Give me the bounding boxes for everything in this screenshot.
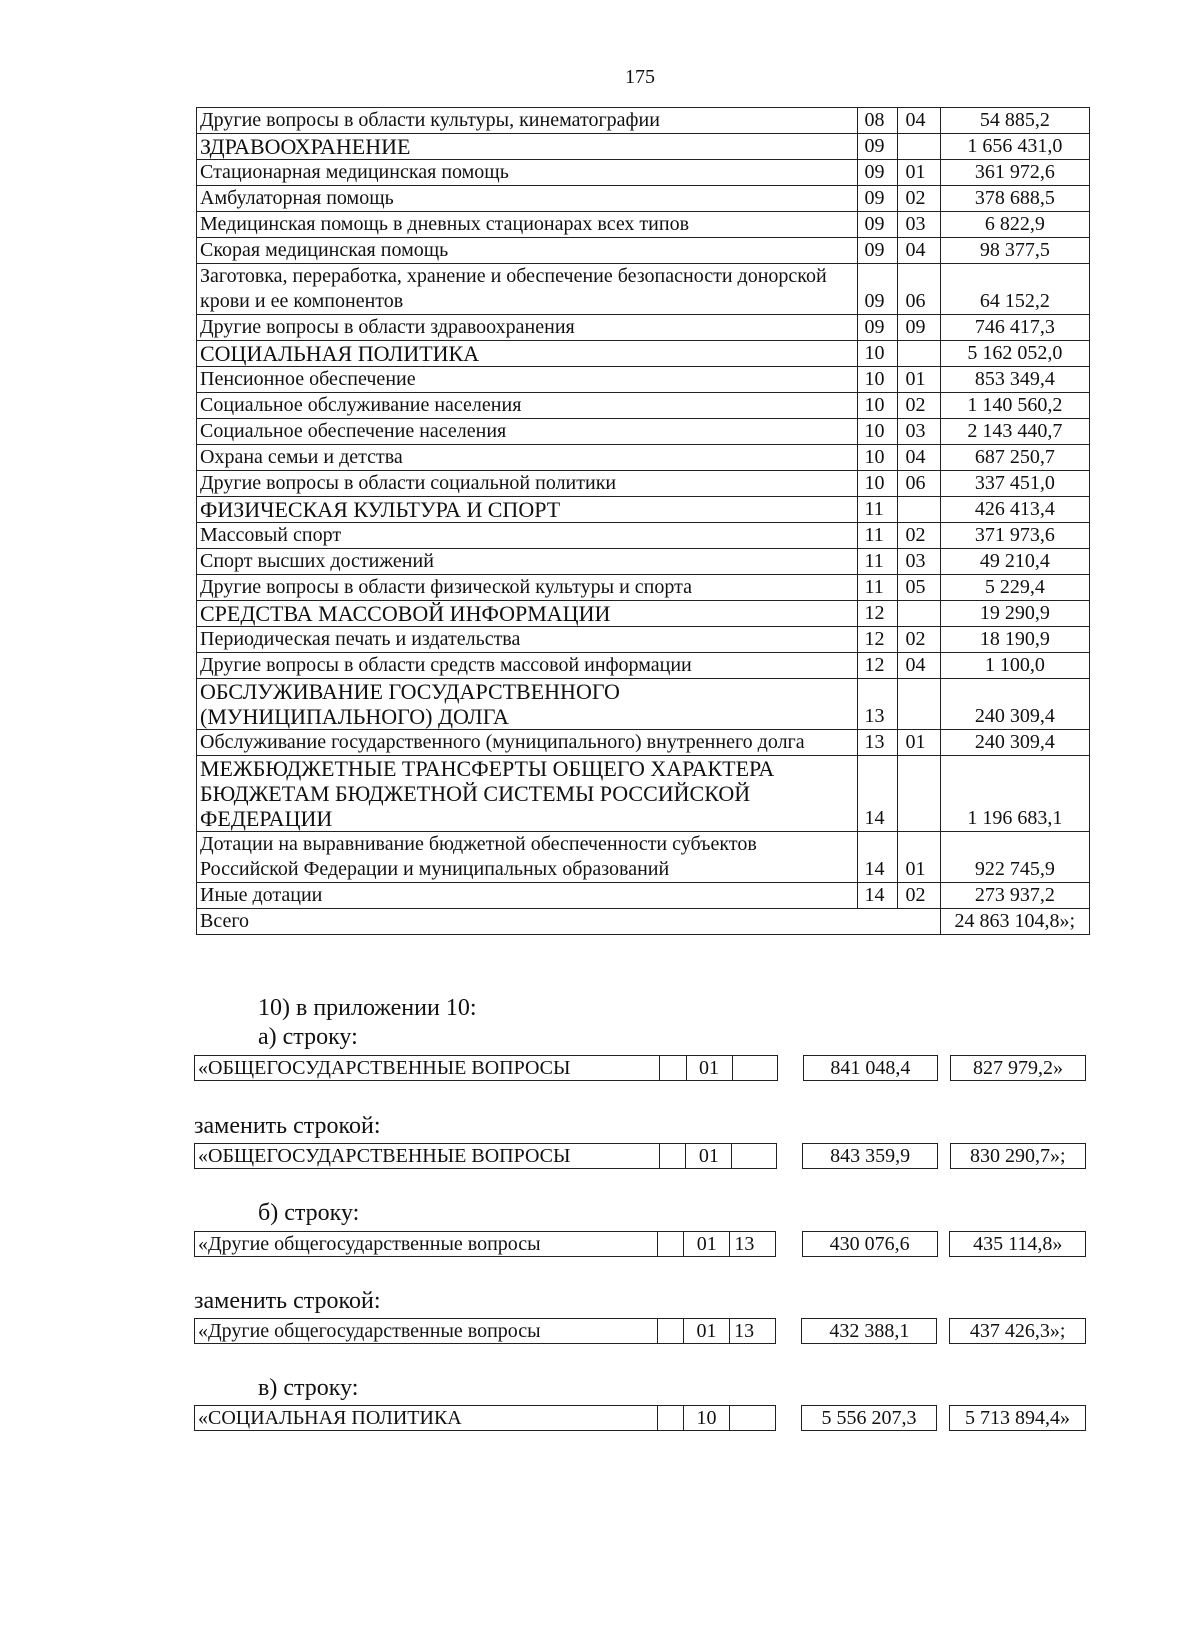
row-section-code: 14 xyxy=(858,883,897,909)
row-name: ОБСЛУЖИВАНИЕ ГОСУДАРСТВЕННОГО (МУНИЦИПАЛЬНОГО) ДОЛГА xyxy=(197,679,858,730)
row-amount: 361 972,6 xyxy=(940,160,1089,186)
row-name: Спорт высших достижений xyxy=(197,549,858,575)
row-amount: 6 822,9 xyxy=(940,212,1089,238)
row-name: Другие вопросы в области социальной политики xyxy=(197,471,858,497)
row-amount: 922 745,9 xyxy=(940,832,1089,883)
cell-gap xyxy=(776,1319,802,1344)
row-section-code: 10 xyxy=(858,445,897,471)
table-row xyxy=(197,832,1090,883)
row-section-code: 09 xyxy=(858,186,897,212)
row-section-code: 11 xyxy=(858,497,897,523)
row-amount: 378 688,5 xyxy=(940,186,1089,212)
row-subsection-code: 06 xyxy=(897,471,940,497)
replacement-row-table xyxy=(194,1231,1086,1257)
table-row xyxy=(195,1144,1086,1169)
row-subsection-code xyxy=(732,1056,777,1081)
row-amount: 18 190,9 xyxy=(940,627,1089,653)
row-section-code: 12 xyxy=(858,601,897,627)
row-name: Стационарная медицинская помощь xyxy=(197,160,858,186)
cell-gap xyxy=(777,1056,803,1081)
row-subsection-code xyxy=(897,341,940,367)
row-name: Социальное обслуживание населения xyxy=(197,393,858,419)
row-name: Социальное обеспечение населения xyxy=(197,419,858,445)
row-amount: 49 210,4 xyxy=(940,549,1089,575)
row-amount: 371 973,6 xyxy=(940,523,1089,549)
row-section-code: 14 xyxy=(858,832,897,883)
row-amount: 426 413,4 xyxy=(940,497,1089,523)
total-row xyxy=(197,909,1090,935)
table-row xyxy=(195,1056,1086,1081)
row-section-code: 09 xyxy=(858,134,897,160)
table-row xyxy=(197,212,1090,238)
row-name: Массовый спорт xyxy=(197,523,858,549)
row-subsection-code: 01 xyxy=(897,160,940,186)
row-subsection-code: 02 xyxy=(897,627,940,653)
row-subsection-code xyxy=(897,601,940,627)
item-label: заменить строкой: xyxy=(194,1113,381,1139)
row-subsection-code: 06 xyxy=(897,264,940,315)
row-name: МЕЖБЮДЖЕТНЫЕ ТРАНСФЕРТЫ ОБЩЕГО ХАРАКТЕРА БЮДЖЕТАМ БЮДЖЕТНОЙ СИСТЕМЫ РОССИЙСКОЙ ФЕДЕРАЦИИ xyxy=(197,756,858,832)
row-name: Другие вопросы в области культуры, кинематографии xyxy=(197,108,858,134)
table-row xyxy=(197,393,1090,419)
row-amount: 5 162 052,0 xyxy=(940,341,1089,367)
row-section-code: 10 xyxy=(858,341,897,367)
row-name: Иные дотации xyxy=(197,883,858,909)
item-label: в) строку: xyxy=(258,1375,359,1401)
cell-gap xyxy=(937,1406,950,1431)
table-row xyxy=(197,575,1090,601)
row-section-code: 11 xyxy=(858,549,897,575)
row-subsection-code xyxy=(897,679,940,730)
row-name: Другие вопросы в области здравоохранения xyxy=(197,315,858,341)
table-row xyxy=(197,497,1090,523)
row-amount: 240 309,4 xyxy=(940,679,1089,730)
row-section-code: 13 xyxy=(858,679,897,730)
total-label: Всего xyxy=(197,909,941,935)
table-row xyxy=(197,160,1090,186)
row-section-code: 09 xyxy=(858,315,897,341)
replacement-row-table xyxy=(194,1055,1086,1081)
table-row xyxy=(197,445,1090,471)
row-name: Другие вопросы в области средств массовой информации xyxy=(197,653,858,679)
table-row xyxy=(197,341,1090,367)
row-name: Заготовка, переработка, хранение и обеспечение безопасности донорской крови и ее компонентов xyxy=(197,264,858,315)
table-row xyxy=(197,549,1090,575)
cell-gap xyxy=(938,1056,951,1081)
row-section-code: 01 xyxy=(686,1056,732,1081)
table-row xyxy=(197,679,1090,730)
row-value-1: 841 048,4 xyxy=(803,1056,938,1081)
row-name: СОЦИАЛЬНАЯ ПОЛИТИКА xyxy=(197,341,858,367)
cell-gap xyxy=(776,1232,802,1257)
cell-gap xyxy=(657,1319,683,1344)
row-name: ФИЗИЧЕСКАЯ КУЛЬТУРА И СПОРТ xyxy=(197,497,858,523)
row-amount: 1 656 431,0 xyxy=(940,134,1089,160)
cell-gap xyxy=(657,1406,683,1431)
table-row xyxy=(197,601,1090,627)
row-value-2: 830 290,7»; xyxy=(950,1144,1085,1169)
row-section-code: 08 xyxy=(858,108,897,134)
row-subsection-code: 03 xyxy=(897,549,940,575)
row-subsection-code: 02 xyxy=(897,186,940,212)
row-subsection-code: 02 xyxy=(897,393,940,419)
row-value-1: 432 388,1 xyxy=(802,1319,937,1344)
row-section-code: 10 xyxy=(858,367,897,393)
row-section-code: 12 xyxy=(858,653,897,679)
row-subsection-code: 09 xyxy=(897,315,940,341)
cell-gap xyxy=(658,1232,684,1257)
appendix-heading: 10) в приложении 10: xyxy=(258,995,477,1021)
table-row xyxy=(197,134,1090,160)
row-amount: 64 152,2 xyxy=(940,264,1089,315)
cell-gap xyxy=(937,1144,950,1169)
replacement-row-table xyxy=(194,1405,1086,1431)
row-section-code: 14 xyxy=(858,756,897,832)
row-section-code: 09 xyxy=(858,212,897,238)
row-name: ЗДРАВООХРАНЕНИЕ xyxy=(197,134,858,160)
row-amount: 98 377,5 xyxy=(940,238,1089,264)
item-label: б) строку: xyxy=(258,1200,360,1226)
row-name: Дотации на выравнивание бюджетной обеспеченности субъектов Российской Федерации и муниципальных образований xyxy=(197,832,858,883)
row-amount: 1 100,0 xyxy=(940,653,1089,679)
table-row xyxy=(197,471,1090,497)
row-subsection-code: 01 xyxy=(897,730,940,756)
table-row xyxy=(195,1232,1086,1257)
row-name: Медицинская помощь в дневных стационарах всех типов xyxy=(197,212,858,238)
row-amount: 240 309,4 xyxy=(940,730,1089,756)
table-row xyxy=(197,108,1090,134)
row-section-code: 11 xyxy=(858,523,897,549)
cell-gap xyxy=(775,1406,801,1431)
row-name: Пенсионное обеспечение xyxy=(197,367,858,393)
table-row xyxy=(197,315,1090,341)
row-section-code: 01 xyxy=(684,1232,730,1257)
row-name: СРЕДСТВА МАССОВОЙ ИНФОРМАЦИИ xyxy=(197,601,858,627)
row-amount: 1 140 560,2 xyxy=(940,393,1089,419)
row-amount: 273 937,2 xyxy=(940,883,1089,909)
row-amount: 687 250,7 xyxy=(940,445,1089,471)
row-amount: 54 885,2 xyxy=(940,108,1089,134)
row-subsection-code: 05 xyxy=(897,575,940,601)
row-section-code: 13 xyxy=(858,730,897,756)
row-section-code: 01 xyxy=(686,1144,732,1169)
row-value-2: 5 713 894,4» xyxy=(950,1406,1086,1431)
row-section-code: 10 xyxy=(858,419,897,445)
budget-table xyxy=(196,107,1090,935)
row-subsection-code xyxy=(897,756,940,832)
table-row xyxy=(195,1319,1086,1344)
row-subsection-code: 02 xyxy=(897,523,940,549)
row-subsection-code xyxy=(897,134,940,160)
row-subsection-code xyxy=(732,1144,777,1169)
row-amount: 853 349,4 xyxy=(940,367,1089,393)
table-row xyxy=(195,1406,1086,1431)
row-amount: 337 451,0 xyxy=(940,471,1089,497)
row-name: «Другие общегосударственные вопросы xyxy=(195,1232,658,1257)
row-name: «СОЦИАЛЬНАЯ ПОЛИТИКА xyxy=(195,1406,658,1431)
cell-gap xyxy=(937,1232,950,1257)
row-name: «ОБЩЕГОСУДАРСТВЕННЫЕ ВОПРОСЫ xyxy=(195,1144,660,1169)
row-section-code: 10 xyxy=(683,1406,729,1431)
row-subsection-code: 13 xyxy=(730,1232,776,1257)
row-value-2: 827 979,2» xyxy=(950,1056,1085,1081)
page-number: 175 xyxy=(625,66,655,88)
row-section-code: 12 xyxy=(858,627,897,653)
cell-gap xyxy=(660,1144,686,1169)
row-name: Обслуживание государственного (муниципального) внутреннего долга xyxy=(197,730,858,756)
table-row xyxy=(197,367,1090,393)
row-name: Периодическая печать и издательства xyxy=(197,627,858,653)
cell-gap xyxy=(660,1056,686,1081)
row-subsection-code: 01 xyxy=(897,367,940,393)
row-name: «ОБЩЕГОСУДАРСТВЕННЫЕ ВОПРОСЫ xyxy=(195,1056,660,1081)
row-section-code: 10 xyxy=(858,393,897,419)
cell-gap xyxy=(777,1144,803,1169)
replacement-row-table xyxy=(194,1143,1086,1169)
row-subsection-code: 04 xyxy=(897,108,940,134)
row-subsection-code xyxy=(730,1406,775,1431)
table-row xyxy=(197,653,1090,679)
total-amount: 24 863 104,8»; xyxy=(940,909,1089,935)
table-row xyxy=(197,883,1090,909)
row-name: «Другие общегосударственные вопросы xyxy=(195,1319,658,1344)
row-name: Другие вопросы в области физической культуры и спорта xyxy=(197,575,858,601)
row-subsection-code xyxy=(897,497,940,523)
row-subsection-code: 04 xyxy=(897,238,940,264)
item-label: а) строку: xyxy=(258,1024,358,1050)
row-value-2: 437 426,3»; xyxy=(950,1319,1086,1344)
row-subsection-code: 04 xyxy=(897,445,940,471)
row-subsection-code: 02 xyxy=(897,883,940,909)
row-value-1: 5 556 207,3 xyxy=(801,1406,936,1431)
row-section-code: 10 xyxy=(858,471,897,497)
row-value-1: 430 076,6 xyxy=(802,1232,937,1257)
row-subsection-code: 01 xyxy=(897,832,940,883)
row-value-1: 843 359,9 xyxy=(803,1144,937,1169)
row-amount: 19 290,9 xyxy=(940,601,1089,627)
table-row xyxy=(197,186,1090,212)
row-name: Охрана семьи и детства xyxy=(197,445,858,471)
row-subsection-code: 13 xyxy=(730,1319,776,1344)
table-row xyxy=(197,419,1090,445)
table-row xyxy=(197,238,1090,264)
row-value-2: 435 114,8» xyxy=(950,1232,1086,1257)
row-amount: 746 417,3 xyxy=(940,315,1089,341)
row-section-code: 09 xyxy=(858,160,897,186)
table-row xyxy=(197,756,1090,832)
table-row xyxy=(197,730,1090,756)
item-label: заменить строкой: xyxy=(194,1288,381,1314)
replacement-row-table xyxy=(194,1318,1086,1344)
row-name: Амбулаторная помощь xyxy=(197,186,858,212)
table-row xyxy=(197,523,1090,549)
cell-gap xyxy=(937,1319,950,1344)
row-section-code: 01 xyxy=(683,1319,729,1344)
table-row xyxy=(197,264,1090,315)
row-amount: 2 143 440,7 xyxy=(940,419,1089,445)
table-row xyxy=(197,627,1090,653)
row-section-code: 11 xyxy=(858,575,897,601)
row-section-code: 09 xyxy=(858,238,897,264)
row-amount: 5 229,4 xyxy=(940,575,1089,601)
row-amount: 1 196 683,1 xyxy=(940,756,1089,832)
row-subsection-code: 03 xyxy=(897,212,940,238)
budget-table-body xyxy=(197,108,1090,935)
row-section-code: 09 xyxy=(858,264,897,315)
row-subsection-code: 04 xyxy=(897,653,940,679)
row-name: Скорая медицинская помощь xyxy=(197,238,858,264)
row-subsection-code: 03 xyxy=(897,419,940,445)
